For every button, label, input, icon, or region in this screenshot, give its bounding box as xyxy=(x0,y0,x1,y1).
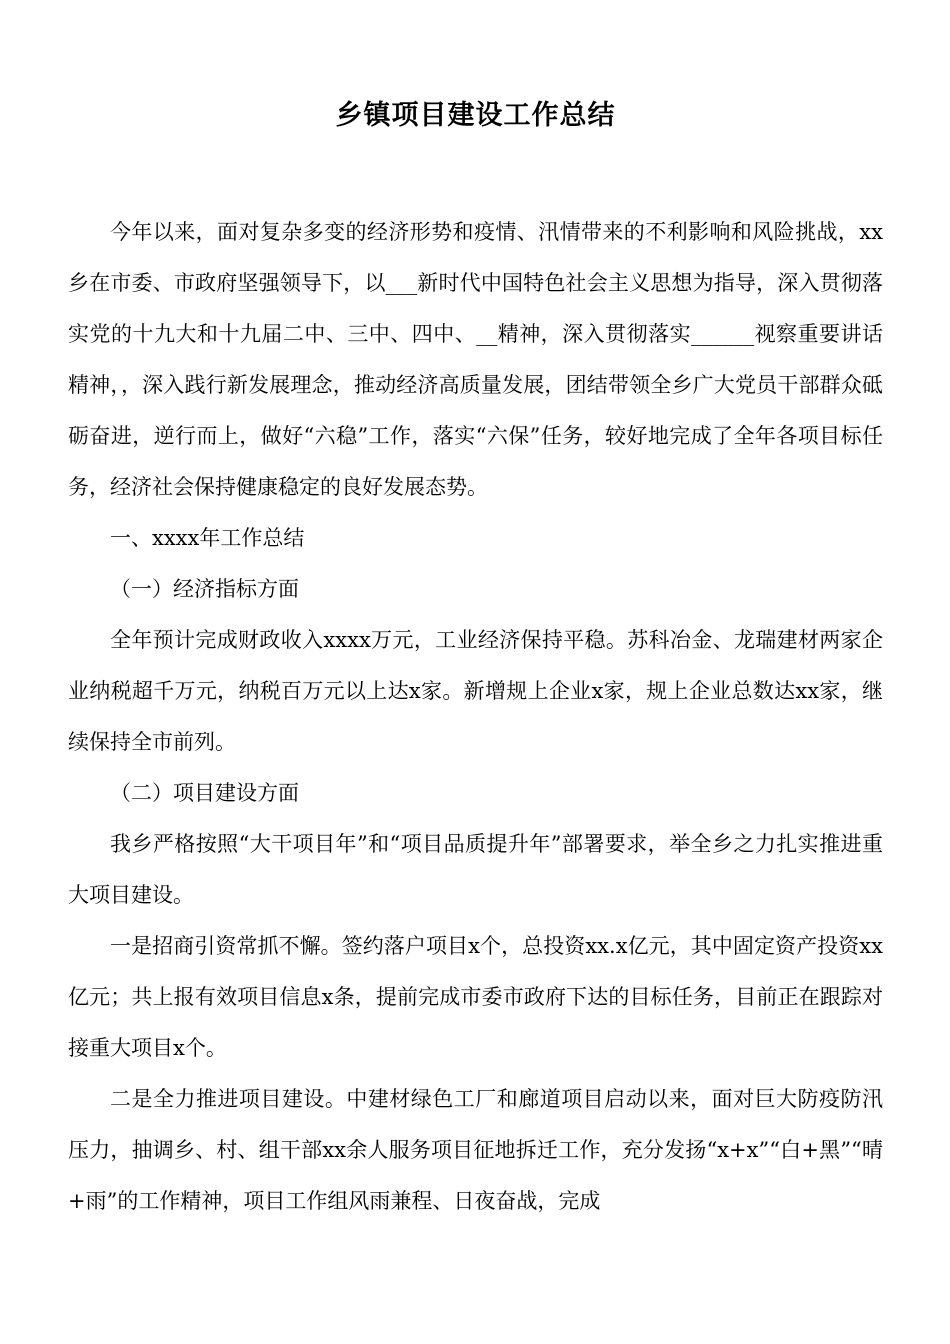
paragraph-economy: 全年预计完成财政收入xxxx万元，工业经济保持平稳。苏科冶金、龙瑞建材两家企业纳税超千万元，纳税百万元以上达x家。新增规上企业x家，规上企业总数达xx家，继续保持全市前列。 xyxy=(68,628,883,754)
document-body xyxy=(68,207,883,1227)
subsection-heading-economy: （一）经济指标方面 xyxy=(110,577,299,601)
section-heading-summary: 一、xxxx年工作总结 xyxy=(110,526,305,550)
document-page xyxy=(68,0,883,1344)
subsection-heading-projects: （二）项目建设方面 xyxy=(110,781,299,805)
paragraph-investment: 一是招商引资常抓不懈。签约落户项目x个，总投资xx.x亿元，其中固定资产投资xx亿元；共上报有效项目信息x条，提前完成市委市政府下达的目标任务，目前正在跟踪对接重大项目x个。 xyxy=(68,934,883,1060)
paragraph-construction: 二是全力推进项目建设。中建材绿色工厂和廊道项目启动以来，面对巨大防疫防汛压力，抽调乡、村、组干部xx余人服务项目征地拆迁工作，充分发扬“x+x”“白+黑”“晴+雨”的工作精神，项目工作组风雨兼程、日夜奋战，完成 xyxy=(68,1087,883,1213)
paragraph-projects-intro: 我乡严格按照“大干项目年”和“项目品质提升年”部署要求，举全乡之力扎实推进重大项目建设。 xyxy=(68,832,883,907)
paragraph-intro: 今年以来，面对复杂多变的经济形势和疫情、汛情带来的不利影响和风险挑战，xx乡在市委、市政府坚强领导下，以___新时代中国特色社会主义思想为指导，深入贯彻落实党的十九大和十九届二中、三中、四中、__精神，深入贯彻落实______视察重要讲话精神，，深入践行新发展理念，推动经济高质量发展，团结带领全乡广大党员干部群众砥砺奋进，逆行而上，做好“六稳”工作，落实“六保”任务，较好地完成了全年各项目标任务，经济社会保持健康稳定的良好发展态势。 xyxy=(68,220,883,499)
document-title: 乡镇项目建设工作总结 xyxy=(335,100,616,131)
